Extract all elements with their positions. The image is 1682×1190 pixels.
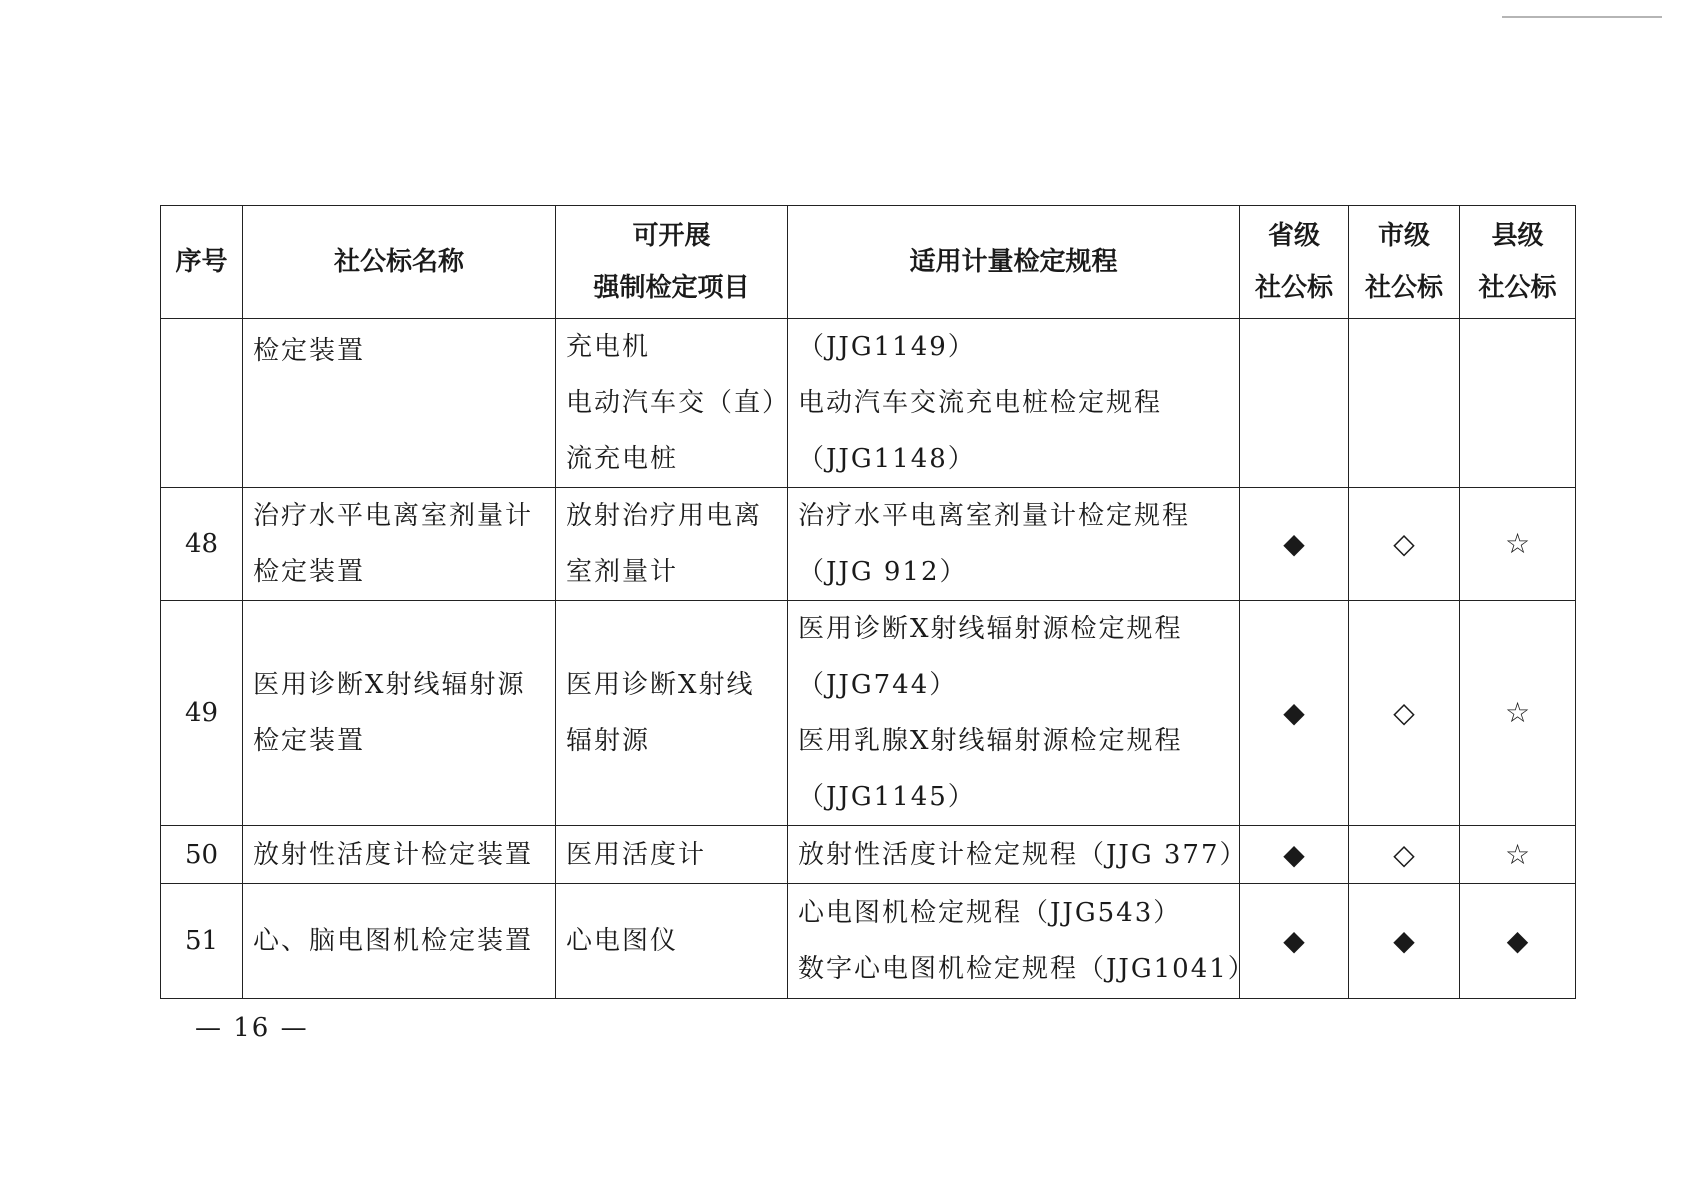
cell-name-line: 检定装置 — [253, 557, 366, 587]
city-mark: ◆ — [1349, 884, 1460, 999]
cell-regs — [788, 884, 1256, 999]
header-province-line: 社公标 — [1254, 273, 1333, 303]
cell-regs — [788, 601, 1240, 826]
cell-name-line: 检定装置 — [253, 726, 366, 756]
cell-province — [1240, 319, 1349, 488]
cell-name-line: 医用诊断X射线辐射源 — [253, 670, 526, 700]
province-mark: ◆ — [1240, 884, 1349, 999]
cell-items — [556, 319, 791, 488]
cell-county — [1460, 319, 1576, 488]
cell-name-line: 放射性活度计检定装置 — [253, 839, 534, 870]
header-province-line: 省级 — [1267, 221, 1320, 251]
county-mark: ☆ — [1460, 826, 1576, 884]
table-row — [161, 601, 1576, 826]
cell-items-line: 室剂量计 — [566, 557, 679, 587]
cell-no — [161, 319, 243, 488]
cell-items — [556, 601, 788, 826]
header-county-line: 县级 — [1491, 221, 1544, 251]
city-mark: ◇ — [1349, 488, 1460, 601]
city-mark: ◇ — [1349, 826, 1460, 884]
cell-items — [556, 488, 788, 601]
scan-edge-line — [1502, 16, 1662, 18]
cell-regs — [788, 488, 1240, 601]
province-mark: ◆ — [1240, 826, 1349, 884]
header-county — [1460, 206, 1576, 319]
cell-items-line: 流充电桩 — [566, 444, 679, 474]
header-items-line: 可开展 — [632, 221, 711, 251]
table-row-continued — [161, 319, 1576, 488]
cell-name — [243, 488, 556, 601]
cell-items-line: 充电机 — [566, 332, 651, 362]
cell-city — [1349, 319, 1460, 488]
cell-regs-line: （JJG1149） — [798, 332, 976, 362]
cell-items — [556, 826, 788, 884]
cell-regs-line: 心电图机检定规程（JJG543） — [798, 898, 1182, 928]
city-mark: ◇ — [1349, 601, 1460, 826]
cell-regs-line: 数字心电图机检定规程（JJG1041） — [798, 954, 1256, 984]
cell-name-line: 心、脑电图机检定装置 — [253, 926, 534, 956]
cell-regs-line: （JJG1145） — [798, 782, 976, 812]
cell-no: 50 — [161, 826, 243, 884]
cell-name: 检定装置 — [243, 319, 556, 488]
cell-regs — [788, 826, 1248, 884]
cell-items-line: 辐射源 — [566, 726, 651, 756]
cell-no: 49 — [161, 601, 243, 826]
page-number: — 16 — — [195, 1013, 309, 1043]
table-row — [161, 488, 1576, 601]
province-mark: ◆ — [1240, 601, 1349, 826]
cell-no: 48 — [161, 488, 243, 601]
header-no: 序号 — [161, 206, 243, 319]
cell-items — [556, 884, 788, 999]
cell-name — [243, 884, 556, 999]
cell-name-line: 治疗水平电离室剂量计 — [253, 501, 534, 531]
table-row — [161, 826, 1576, 884]
metrology-standards-table — [160, 205, 1576, 999]
cell-items-line: 放射治疗用电离 — [566, 501, 763, 531]
cell-items-line: 电动汽车交（直） — [566, 388, 791, 418]
cell-name — [243, 826, 556, 884]
header-city-line: 市级 — [1377, 221, 1430, 251]
cell-regs-line: 医用乳腺X射线辐射源检定规程 — [798, 726, 1183, 756]
cell-items-line: 医用活度计 — [566, 839, 707, 870]
cell-regs-line: 治疗水平电离室剂量计检定规程 — [798, 501, 1191, 531]
header-city — [1349, 206, 1460, 319]
table-header-row — [161, 206, 1576, 319]
header-items-line: 强制检定项目 — [593, 273, 750, 303]
cell-regs-line: （JJG 912） — [798, 557, 968, 587]
header-county-line: 社公标 — [1478, 273, 1557, 303]
cell-regs-line: 放射性活度计检定规程（JJG 377） — [798, 839, 1248, 870]
cell-regs-line: （JJG744） — [798, 670, 958, 700]
cell-regs — [788, 319, 1240, 488]
county-mark: ☆ — [1460, 488, 1576, 601]
cell-items-line: 心电图仪 — [566, 926, 679, 956]
cell-regs-line: 医用诊断X射线辐射源检定规程 — [798, 614, 1183, 644]
header-regs: 适用计量检定规程 — [788, 206, 1240, 319]
header-name: 社公标名称 — [243, 206, 556, 319]
cell-items-line: 医用诊断X射线 — [566, 670, 755, 700]
header-city-line: 社公标 — [1364, 273, 1443, 303]
province-mark: ◆ — [1240, 488, 1349, 601]
table-row — [161, 884, 1576, 999]
cell-regs-line: （JJG1148） — [798, 444, 976, 474]
county-mark: ☆ — [1460, 601, 1576, 826]
county-mark: ◆ — [1460, 884, 1576, 999]
cell-no: 51 — [161, 884, 243, 999]
header-items — [556, 206, 788, 319]
header-province — [1240, 206, 1349, 319]
cell-regs-line: 电动汽车交流充电桩检定规程 — [798, 388, 1163, 418]
cell-name — [243, 601, 556, 826]
